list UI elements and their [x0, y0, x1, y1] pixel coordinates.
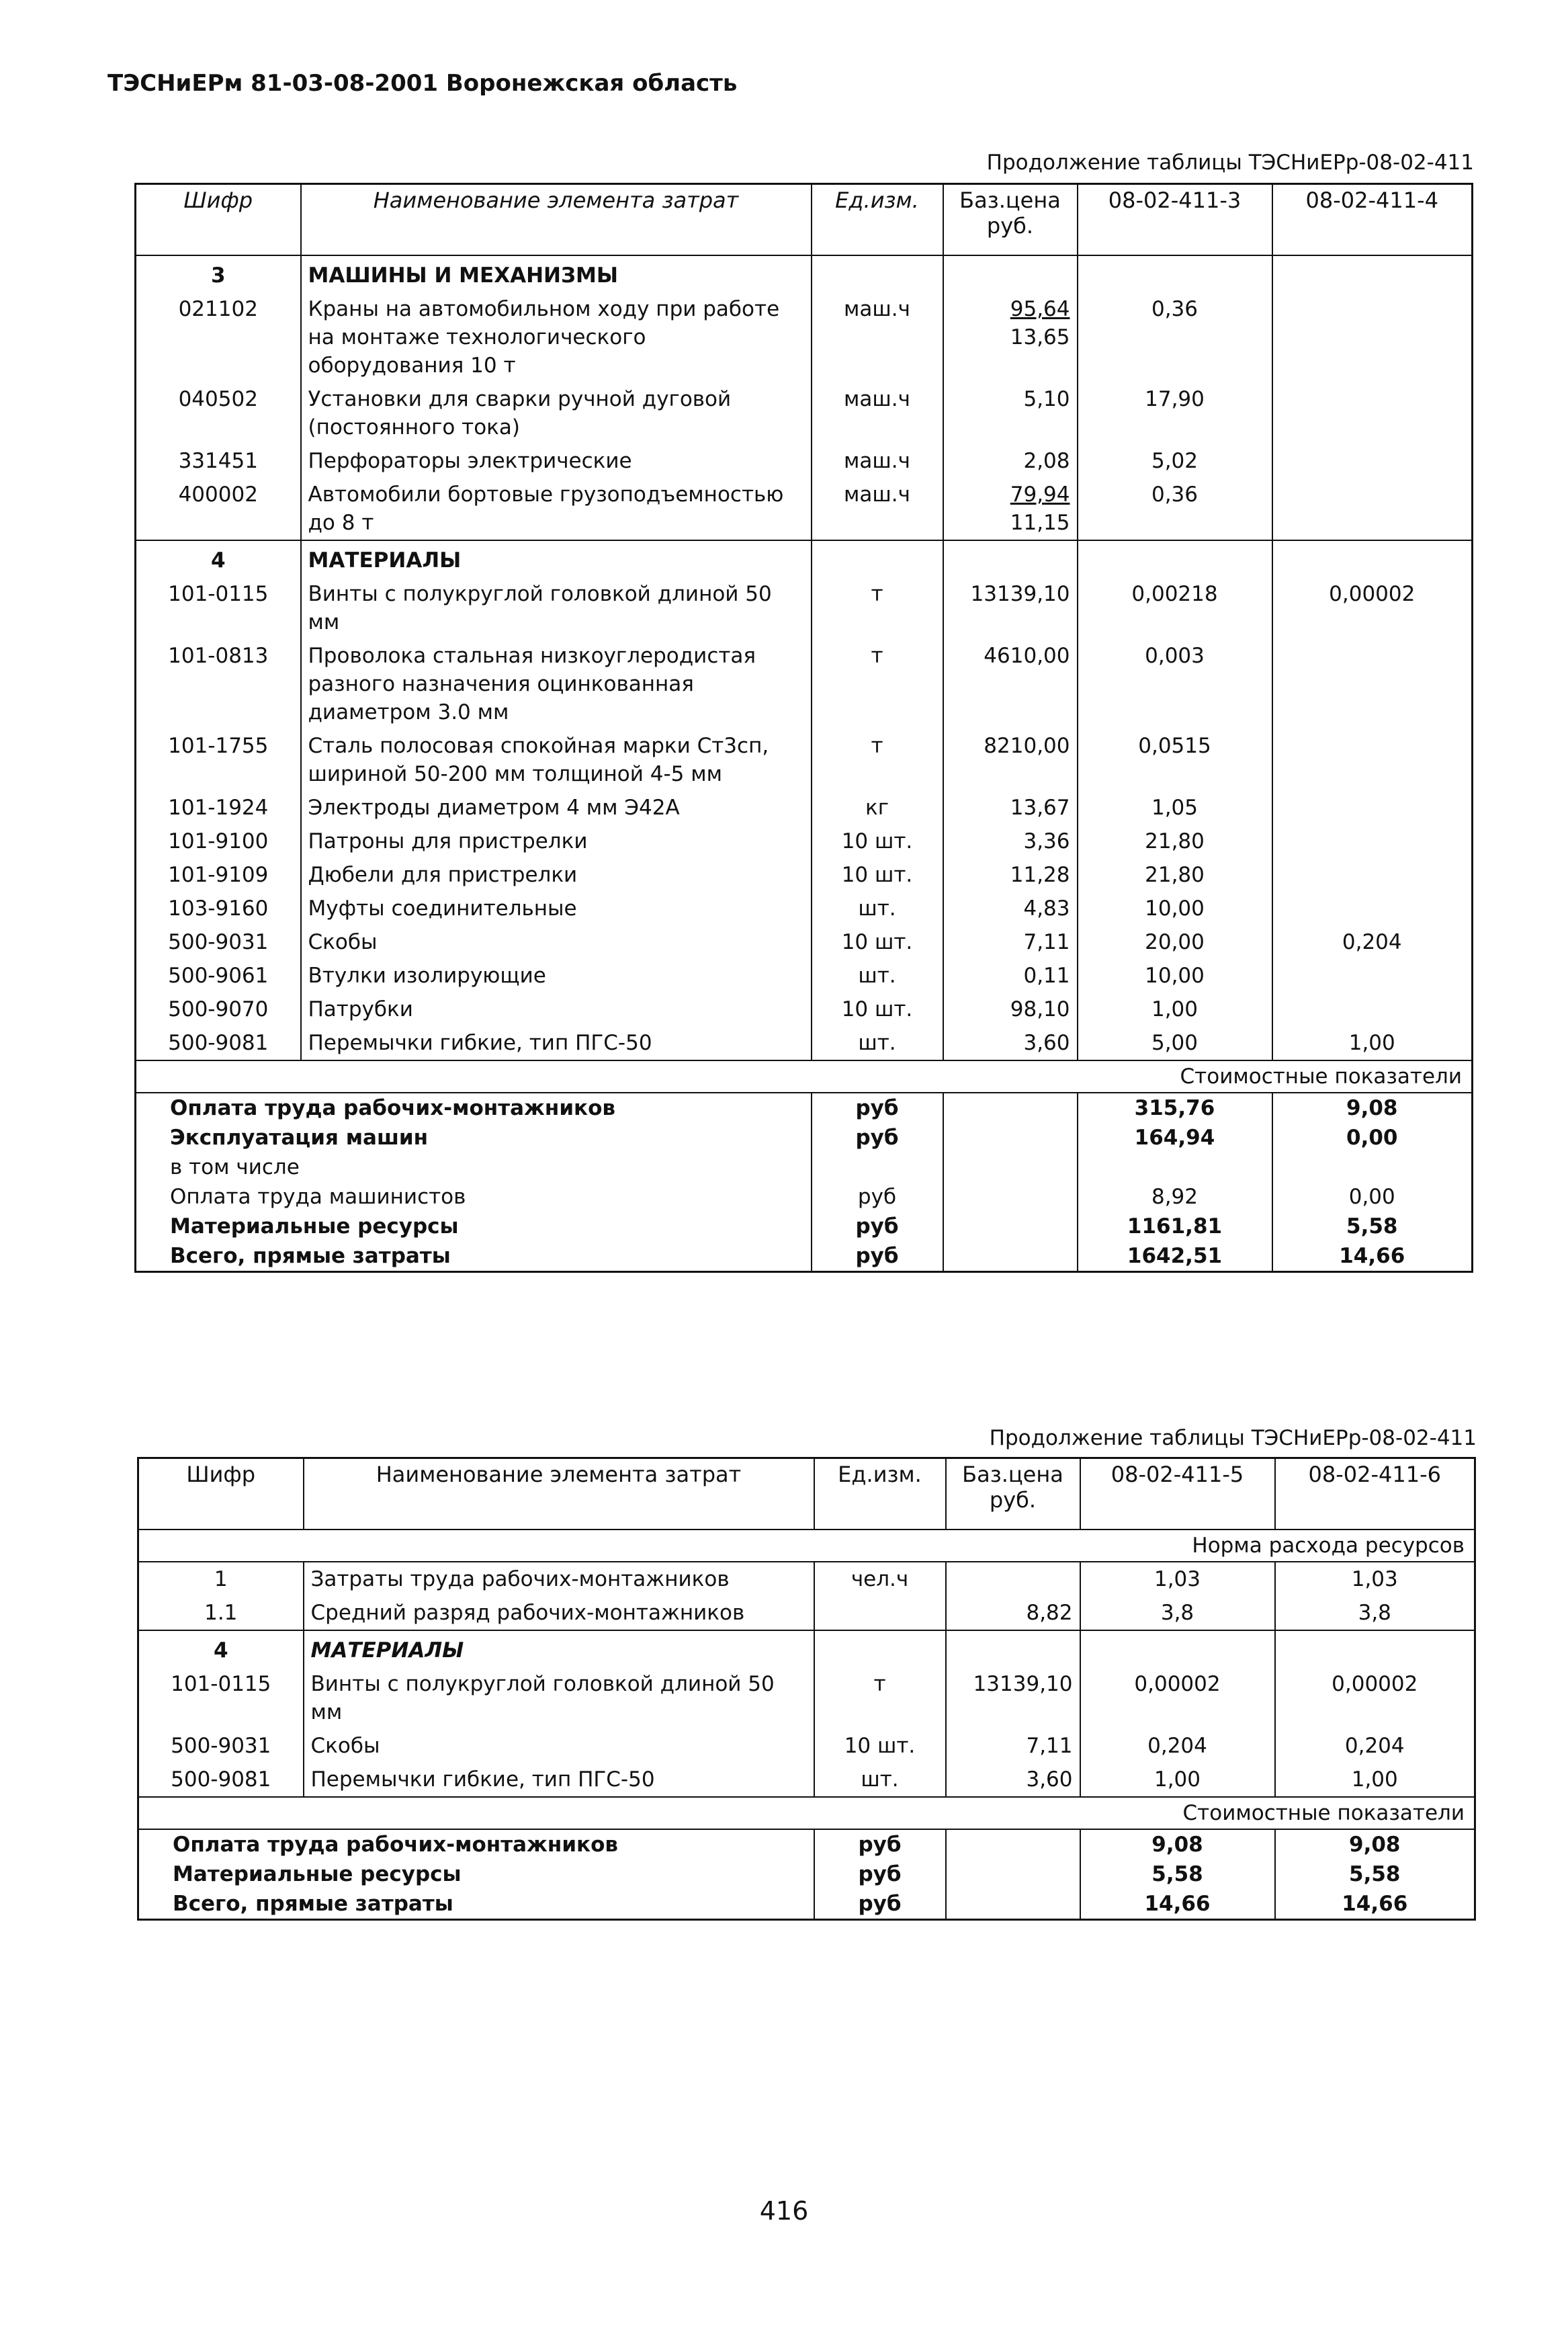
resource-name: Втулки изолирующие: [301, 959, 812, 993]
summary-row: [136, 1182, 1473, 1212]
summary-unit: руб: [814, 1829, 946, 1859]
base-price: 13139,10: [970, 582, 1070, 606]
base-price: 4,83: [1023, 896, 1070, 921]
base-price-cell: [943, 993, 1078, 1026]
norm-value-2: 1,00: [1275, 1763, 1475, 1797]
section-code: 4: [136, 540, 301, 577]
empty-cell: [943, 1123, 1078, 1153]
norm-value-2: [1272, 729, 1473, 791]
caption-label: Норма расхода ресурсов: [138, 1530, 1475, 1562]
empty-cell: [1275, 1630, 1475, 1667]
summary-value-2: 9,08: [1275, 1829, 1475, 1859]
operator-wage-price: 13,65: [1010, 325, 1070, 349]
empty-cell: [1272, 255, 1473, 292]
section-title: МАШИНЫ И МЕХАНИЗМЫ: [301, 255, 812, 292]
resource-unit: 10 шт.: [812, 858, 943, 892]
norm-value-1: 3,8: [1080, 1596, 1275, 1630]
base-price: 98,10: [1010, 997, 1070, 1021]
resource-name: Перемычки гибкие, тип ПГС-50: [304, 1763, 814, 1797]
empty-cell: [1078, 255, 1272, 292]
norm-value-1: 1,00: [1080, 1763, 1275, 1797]
norm-value-1: 0,003: [1078, 639, 1272, 729]
table-row: [136, 825, 1473, 858]
summary-row: [138, 1859, 1475, 1889]
norm-value-2: [1272, 382, 1473, 444]
norm-value-1: 0,204: [1080, 1729, 1275, 1763]
summary-value-1: 164,94: [1078, 1123, 1272, 1153]
col-header-unit: Ед.изм.: [814, 1458, 946, 1530]
section-title: МАТЕРИАЛЫ: [301, 540, 812, 577]
col-header-name: Наименование элемента затрат: [304, 1458, 814, 1530]
empty-cell: [943, 1093, 1078, 1123]
empty-cell: [946, 1859, 1080, 1889]
resource-unit: шт.: [812, 1026, 943, 1060]
table-row: [136, 639, 1473, 729]
resource-code: 500-9081: [171, 1767, 271, 1792]
continuation-label: Продолжение таблицы ТЭСНиЕРр-08-02-411: [986, 151, 1474, 175]
norm-value-2: [1272, 292, 1473, 382]
resource-unit: маш.ч: [812, 478, 943, 540]
summary-unit: руб: [812, 1093, 943, 1123]
base-price: 5,10: [1023, 387, 1070, 411]
summary-row: [136, 1212, 1473, 1241]
resource-unit: маш.ч: [812, 292, 943, 382]
norm-value-2: 0,00002: [1275, 1667, 1475, 1729]
norm-value-1: 0,00218: [1078, 577, 1272, 639]
base-price: 3,36: [1023, 829, 1070, 853]
empty-cell: [943, 1182, 1078, 1212]
base-price-cell: [943, 729, 1078, 791]
resource-unit: 10 шт.: [812, 993, 943, 1026]
norm-value-2: 0,204: [1275, 1729, 1475, 1763]
table-body: [136, 255, 1473, 1272]
norm-value-1: 1,00: [1078, 993, 1272, 1026]
table-row: [136, 993, 1473, 1026]
col-header-code-2: 08-02-411-6: [1275, 1458, 1475, 1530]
base-price: 13,67: [1010, 796, 1070, 820]
norm-value-1: 5,02: [1078, 444, 1272, 478]
section-code: 3: [210, 263, 226, 288]
base-price-cell: [943, 444, 1078, 478]
norm-value-1: 21,80: [1078, 825, 1272, 858]
table-row: [138, 1562, 1475, 1596]
resource-code: 1: [214, 1567, 228, 1591]
summary-value-1: 14,66: [1080, 1889, 1275, 1920]
resource-name: Проволока стальная низкоуглеродистая разного назначения оцинкованная диаметром 3.0 мм: [301, 639, 812, 729]
resource-unit: маш.ч: [812, 382, 943, 444]
base-price: 4610,00: [984, 644, 1070, 668]
resource-code: 101-9100: [168, 829, 269, 853]
summary-row: [136, 1153, 1473, 1182]
empty-cell: [946, 1889, 1080, 1920]
resource-name: Патрубки: [301, 993, 812, 1026]
table-row: [136, 382, 1473, 444]
base-price: 2,08: [1023, 449, 1070, 473]
summary-label: Материальные ресурсы: [170, 1214, 459, 1239]
summary-label: Материальные ресурсы: [173, 1862, 462, 1886]
resource-code: 101-1755: [168, 734, 269, 758]
resource-unit: кг: [812, 791, 943, 825]
resource-unit: 10 шт.: [814, 1729, 946, 1763]
base-price: 13139,10: [973, 1672, 1073, 1696]
base-price-cell: [943, 858, 1078, 892]
base-price-cell: [943, 892, 1078, 925]
resource-table-2: [137, 1457, 1476, 1921]
norm-value-2: 1,00: [1272, 1026, 1473, 1060]
base-price-cell: [943, 577, 1078, 639]
running-header: ТЭСНиЕРм 81-03-08-2001 Воронежская область: [107, 70, 738, 97]
norm-value-2: [1272, 892, 1473, 925]
norm-value-2: [1272, 791, 1473, 825]
resource-unit: т: [814, 1667, 946, 1729]
resource-code: 101-0813: [168, 644, 269, 668]
resource-unit: 10 шт.: [812, 925, 943, 959]
resource-code: 500-9031: [168, 930, 269, 954]
resource-code: 040502: [178, 387, 258, 411]
summary-label: Всего, прямые затраты: [173, 1892, 453, 1916]
summary-row: [136, 1093, 1473, 1123]
caption-label: Стоимостные показатели: [138, 1797, 1475, 1829]
resource-name: Скобы: [304, 1729, 814, 1763]
resource-name: Винты с полукруглой головкой длиной 50 мм: [304, 1667, 814, 1729]
resource-unit: шт.: [814, 1763, 946, 1797]
norm-value-2: [1272, 993, 1473, 1026]
resource-name: Затраты труда рабочих-монтажников: [304, 1562, 814, 1596]
col-header-code-2: 08-02-411-4: [1272, 184, 1473, 256]
base-price-cell: [946, 1596, 1080, 1630]
resource-code: 500-9061: [168, 964, 269, 988]
resource-name: Перемычки гибкие, тип ПГС-50: [301, 1026, 812, 1060]
table-header-row: [138, 1458, 1475, 1530]
resource-name: Муфты соединительные: [301, 892, 812, 925]
empty-cell: [946, 1630, 1080, 1667]
section-code: 4: [138, 1630, 304, 1667]
table-row: [136, 1026, 1473, 1060]
norm-value-2: 1,03: [1275, 1562, 1475, 1596]
summary-label: Оплата труда рабочих-монтажников: [170, 1096, 615, 1120]
empty-cell: [1080, 1630, 1275, 1667]
resource-name: Автомобили бортовые грузоподъемностью до 8 т: [301, 478, 812, 540]
norm-value-1: 0,0515: [1078, 729, 1272, 791]
summary-row: [138, 1829, 1475, 1859]
norm-value-2: 0,00002: [1272, 577, 1473, 639]
empty-cell: [814, 1630, 946, 1667]
resource-name: Перфораторы электрические: [301, 444, 812, 478]
summary-value-2: 0,00: [1272, 1123, 1473, 1153]
summary-row: [138, 1889, 1475, 1920]
base-price-cell: [943, 1026, 1078, 1060]
resource-unit: [814, 1596, 946, 1630]
summary-value-1: 8,92: [1078, 1182, 1272, 1212]
base-price-cell: [943, 959, 1078, 993]
table-row: [136, 292, 1473, 382]
summary-label: Оплата труда машинистов: [170, 1185, 466, 1209]
resource-code: 103-9160: [168, 896, 269, 921]
summary-value-1: 315,76: [1078, 1093, 1272, 1123]
resource-name: Скобы: [301, 925, 812, 959]
norm-value-2: [1272, 858, 1473, 892]
summary-unit: руб: [814, 1859, 946, 1889]
norm-value-2: [1272, 825, 1473, 858]
norm-value-2: [1272, 444, 1473, 478]
base-price-cell: [943, 382, 1078, 444]
table-row: [136, 892, 1473, 925]
table-row: [138, 1596, 1475, 1630]
resource-name: Электроды диаметром 4 мм Э42А: [301, 791, 812, 825]
empty-cell: [943, 1212, 1078, 1241]
resource-table-1: [134, 183, 1473, 1273]
summary-value-2: [1272, 1153, 1473, 1182]
section-title: МАТЕРИАЛЫ: [304, 1630, 814, 1667]
norm-value-2: [1272, 478, 1473, 540]
norm-value-1: 1,03: [1080, 1562, 1275, 1596]
resource-unit: т: [812, 577, 943, 639]
resource-code: 500-9031: [171, 1734, 271, 1758]
table-row: [138, 1729, 1475, 1763]
base-price: 79,94: [1010, 483, 1070, 507]
table-body: [138, 1530, 1475, 1920]
base-price: 3,60: [1026, 1767, 1073, 1792]
base-price-cell: [946, 1763, 1080, 1797]
resource-name: Дюбели для пристрелки: [301, 858, 812, 892]
caption-row: [136, 1060, 1473, 1093]
col-header-code-1: 08-02-411-3: [1078, 184, 1272, 256]
resource-unit: т: [812, 729, 943, 791]
section-header-row: [136, 255, 1473, 292]
summary-value-1: 9,08: [1080, 1829, 1275, 1859]
norm-value-1: 20,00: [1078, 925, 1272, 959]
summary-row: [136, 1123, 1473, 1153]
summary-value-1: [1078, 1153, 1272, 1182]
table-row: [136, 729, 1473, 791]
resource-unit: т: [812, 639, 943, 729]
norm-value-1: 0,36: [1078, 478, 1272, 540]
summary-unit: руб: [812, 1182, 943, 1212]
summary-label: в том числе: [170, 1155, 300, 1179]
resource-name: Установки для сварки ручной дуговой (постоянного тока): [301, 382, 812, 444]
empty-cell: [812, 255, 943, 292]
base-price-cell: [943, 292, 1078, 382]
table-row: [136, 478, 1473, 540]
base-price: 3,60: [1023, 1031, 1070, 1055]
caption-label: Стоимостные показатели: [136, 1060, 1473, 1093]
norm-value-2: [1272, 959, 1473, 993]
col-header-price: Баз.цена руб.: [943, 184, 1078, 256]
resource-unit: 10 шт.: [812, 825, 943, 858]
norm-value-1: 0,36: [1078, 292, 1272, 382]
norm-value-1: 5,00: [1078, 1026, 1272, 1060]
col-header-price: Баз.цена руб.: [946, 1458, 1080, 1530]
empty-cell: [943, 255, 1078, 292]
resource-code: 331451: [178, 449, 258, 473]
col-header-code: Шифр: [138, 1458, 304, 1530]
caption-row: [138, 1530, 1475, 1562]
resource-name: Средний разряд рабочих-монтажников: [304, 1596, 814, 1630]
col-header-name: Наименование элемента затрат: [301, 184, 812, 256]
resource-code: 500-9070: [168, 997, 269, 1021]
summary-value-1: 1161,81: [1078, 1212, 1272, 1241]
summary-label: Оплата труда рабочих-монтажников: [173, 1833, 618, 1857]
base-price-cell: [943, 825, 1078, 858]
empty-cell: [1078, 540, 1272, 577]
base-price: 95,64: [1010, 297, 1070, 321]
norm-value-1: 21,80: [1078, 858, 1272, 892]
col-header-code: Шифр: [136, 184, 301, 256]
norm-value-1: 17,90: [1078, 382, 1272, 444]
resource-unit: маш.ч: [812, 444, 943, 478]
empty-cell: [943, 1153, 1078, 1182]
table-row: [136, 959, 1473, 993]
summary-unit: руб: [812, 1212, 943, 1241]
empty-cell: [946, 1829, 1080, 1859]
summary-value-2: 9,08: [1272, 1093, 1473, 1123]
resource-unit: шт.: [812, 892, 943, 925]
resource-code: 021102: [178, 297, 258, 321]
summary-value-1: 5,58: [1080, 1859, 1275, 1889]
base-price: 11,28: [1010, 863, 1070, 887]
caption-row: [138, 1797, 1475, 1829]
norm-value-1: 10,00: [1078, 892, 1272, 925]
summary-unit: руб: [814, 1889, 946, 1920]
base-price-cell: [946, 1667, 1080, 1729]
norm-value-1: 1,05: [1078, 791, 1272, 825]
resource-name: Патроны для пристрелки: [301, 825, 812, 858]
resource-name: Сталь полосовая спокойная марки Ст3сп, шириной 50-200 мм толщиной 4-5 мм: [301, 729, 812, 791]
resource-code: 500-9081: [168, 1031, 269, 1055]
table-header-row: [136, 184, 1473, 256]
resource-code: 1.1: [204, 1601, 238, 1625]
summary-value-2: 5,58: [1275, 1859, 1475, 1889]
empty-cell: [943, 540, 1078, 577]
summary-unit: руб: [812, 1123, 943, 1153]
norm-value-1: 0,00002: [1080, 1667, 1275, 1729]
base-price-cell: [946, 1562, 1080, 1596]
table-row: [136, 444, 1473, 478]
base-price: 7,11: [1023, 930, 1070, 954]
resource-code: 400002: [178, 483, 258, 507]
summary-value-2: 14,66: [1275, 1889, 1475, 1920]
summary-unit: [812, 1153, 943, 1182]
base-price: 0,11: [1023, 964, 1070, 988]
norm-value-2: 0,204: [1272, 925, 1473, 959]
norm-value-2: 3,8: [1275, 1596, 1475, 1630]
summary-row: [136, 1241, 1473, 1272]
summary-value-2: 5,58: [1272, 1212, 1473, 1241]
resource-unit: шт.: [812, 959, 943, 993]
base-price-cell: [943, 925, 1078, 959]
table-row: [138, 1667, 1475, 1729]
section-header-row: [138, 1630, 1475, 1667]
table-row: [136, 925, 1473, 959]
empty-cell: [943, 1241, 1078, 1272]
resource-code: 101-0115: [168, 582, 269, 606]
norm-value-2: [1272, 639, 1473, 729]
base-price: 7,11: [1026, 1734, 1073, 1758]
resource-name: Краны на автомобильном ходу при работе на монтаже технологического оборудования 10 т: [301, 292, 812, 382]
base-price-cell: [943, 791, 1078, 825]
empty-cell: [812, 540, 943, 577]
resource-code: 101-1924: [168, 796, 269, 820]
summary-label: Всего, прямые затраты: [170, 1244, 451, 1268]
col-header-unit: Ед.изм.: [812, 184, 943, 256]
summary-unit: руб: [812, 1241, 943, 1272]
resource-code: 101-9109: [168, 863, 269, 887]
table-row: [136, 577, 1473, 639]
summary-value-2: 0,00: [1272, 1182, 1473, 1212]
resource-unit: чел.ч: [814, 1562, 946, 1596]
base-price-cell: [943, 478, 1078, 540]
summary-label: Эксплуатация машин: [170, 1126, 429, 1150]
col-header-code-1: 08-02-411-5: [1080, 1458, 1275, 1530]
base-price: 8,82: [1026, 1601, 1073, 1625]
norm-value-1: 10,00: [1078, 959, 1272, 993]
table-row: [136, 858, 1473, 892]
table-row: [136, 791, 1473, 825]
section-header-row: [136, 540, 1473, 577]
base-price: 8210,00: [984, 734, 1070, 758]
resource-name: Винты с полукруглой головкой длиной 50 мм: [301, 577, 812, 639]
base-price-cell: [946, 1729, 1080, 1763]
table-row: [138, 1763, 1475, 1797]
base-price-cell: [943, 639, 1078, 729]
summary-value-2: 14,66: [1272, 1241, 1473, 1272]
resource-code: 101-0115: [171, 1672, 271, 1696]
summary-value-1: 1642,51: [1078, 1241, 1272, 1272]
empty-cell: [1272, 540, 1473, 577]
continuation-label: Продолжение таблицы ТЭСНиЕРр-08-02-411: [989, 1426, 1477, 1450]
page-number: 416: [759, 2196, 809, 2226]
operator-wage-price: 11,15: [1010, 511, 1070, 535]
